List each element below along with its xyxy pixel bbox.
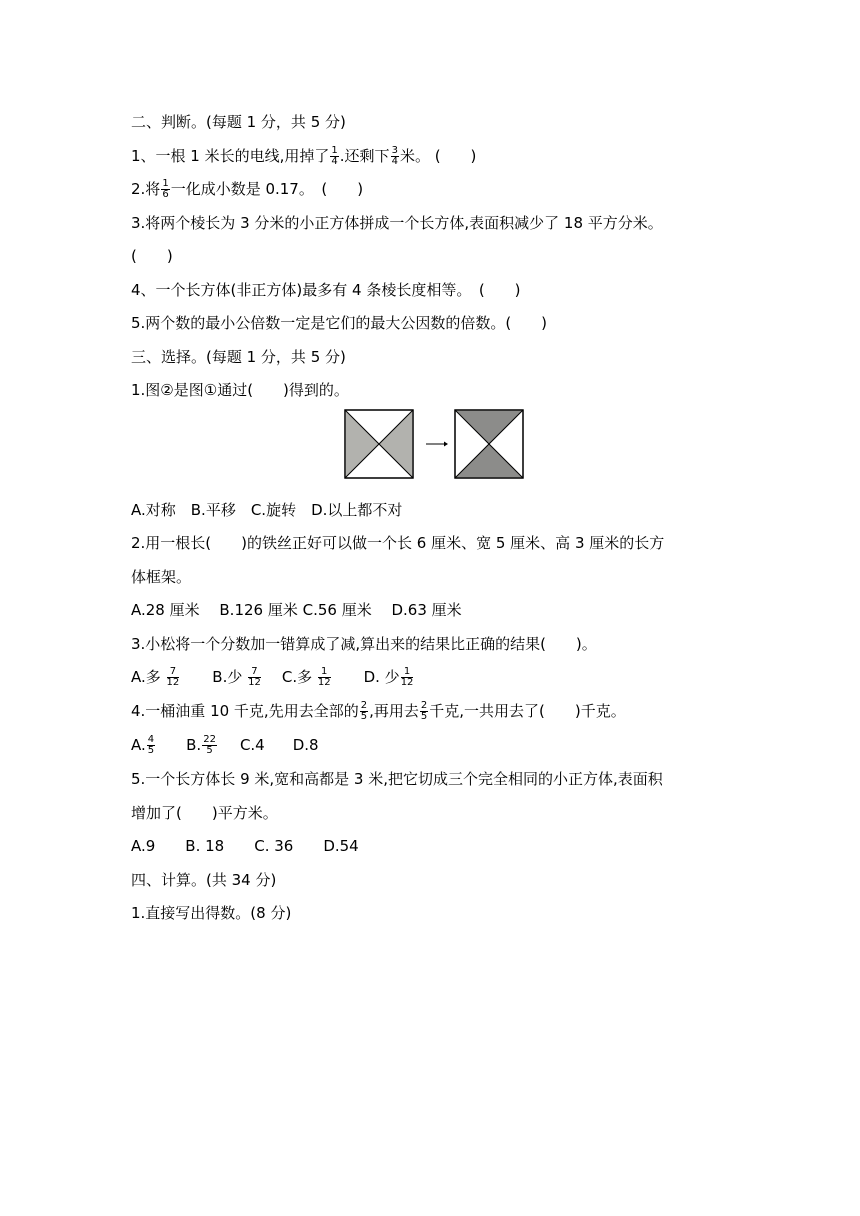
fraction-2-5-b: $\frac{2}{5}$ [420, 700, 428, 722]
s2-question-1: 1、一根 1 米长的电线,用掉了 $\frac{1}{4}$ .还剩下 $\frac{3}{4}$ 米。 ( ) [131, 144, 477, 167]
s4-question-1: 1.直接写出得数。(8 分) [131, 904, 292, 922]
s3-question-1-stem: 1.图②是图①通过( )得到的。 [131, 381, 349, 399]
s3-question-3-stem: 3.小松将一个分数加一错算成了减,算出来的结果比正确的结果( )。 [131, 634, 597, 653]
section2-title: 二、判断。(每题 1 分，共 5 分) [131, 113, 346, 131]
option-a: A.多 $\frac{7}{12}$ [131, 666, 180, 688]
option-a: A. $\frac{4}{5}$ [131, 734, 155, 756]
option-c: C.多 $\frac{1}{12}$ [281, 666, 331, 688]
option-d: D. 少 $\frac{1}{12}$ [363, 666, 414, 688]
worksheet-page [131, 106, 741, 931]
s3-question-5-options: A.9 B. 18 C. 36 D.54 [131, 837, 359, 855]
arrow-icon [426, 441, 448, 446]
fraction-2-5-a: $\frac{2}{5}$ [360, 700, 368, 722]
s3-question-4-stem: 4.一桶油重 10 千克,先用去全部的 $\frac{2}{5}$ ,再用去 $\frac{2}{5}$ 千克,一共用去了( )千克。 [131, 700, 626, 722]
s2-question-4: 4、一个长方体(非正方体)最多有 4 条棱长度相等。 ( ) [131, 280, 521, 299]
figure-svg [343, 408, 525, 490]
s3-question-5-line2: 增加了( )平方米。 [131, 803, 278, 822]
fraction-3-4: $\frac{3}{4}$ [391, 144, 398, 167]
s3-question-5-line1: 5.一个长方体长 9 米,宽和高都是 3 米,把它切成三个完全相同的小正方体,表面积 [131, 770, 663, 788]
s2-question-2: 2.将 $\frac{1}{6}$ 一化成小数是 0.17。 ( ) [131, 178, 364, 200]
s2-question-5: 5.两个数的最小公倍数一定是它们的最大公因数的倍数。( ) [131, 314, 548, 332]
option-d: D.8 [292, 736, 319, 754]
s3-question-2-line2: 体框架。 [131, 567, 192, 586]
figure-1-square [345, 410, 413, 478]
option-b: B.少 $\frac{7}{12}$ [212, 666, 261, 688]
s3-question-1-options: A.对称 B.平移 C.旋转 D.以上都不对 [131, 500, 403, 519]
option-c: C.4 [239, 736, 265, 754]
fraction-1-6: $\frac{1}{6}$ [162, 178, 169, 200]
option-b: B. $\frac{22}{5}$ [186, 734, 216, 756]
s3-question-2-options: A.28 厘米 B.126 厘米 C.56 厘米 D.63 厘米 [131, 601, 462, 619]
s3-question-4-options [131, 729, 741, 763]
figure-2-square [455, 410, 523, 478]
s3-question-3-options [131, 661, 741, 695]
s3-question-2-line1: 2.用一根长( )的铁丝正好可以做一个长 6 厘米、宽 5 厘米、高 3 厘米的长方 [131, 534, 665, 552]
section3-title: 三、选择。(每题 1 分，共 5 分) [131, 347, 346, 366]
s2-question-3-line2: ( ) [131, 247, 173, 265]
section4-title: 四、计算。(共 34 分) [131, 870, 277, 889]
s2-question-3-line1: 3.将两个棱长为 3 分米的小正方体拼成一个长方体,表面积减少了 18 平方分米。 [131, 213, 663, 232]
rotation-figure [131, 408, 741, 494]
fraction-1-4: $\frac{1}{4}$ [331, 144, 338, 167]
